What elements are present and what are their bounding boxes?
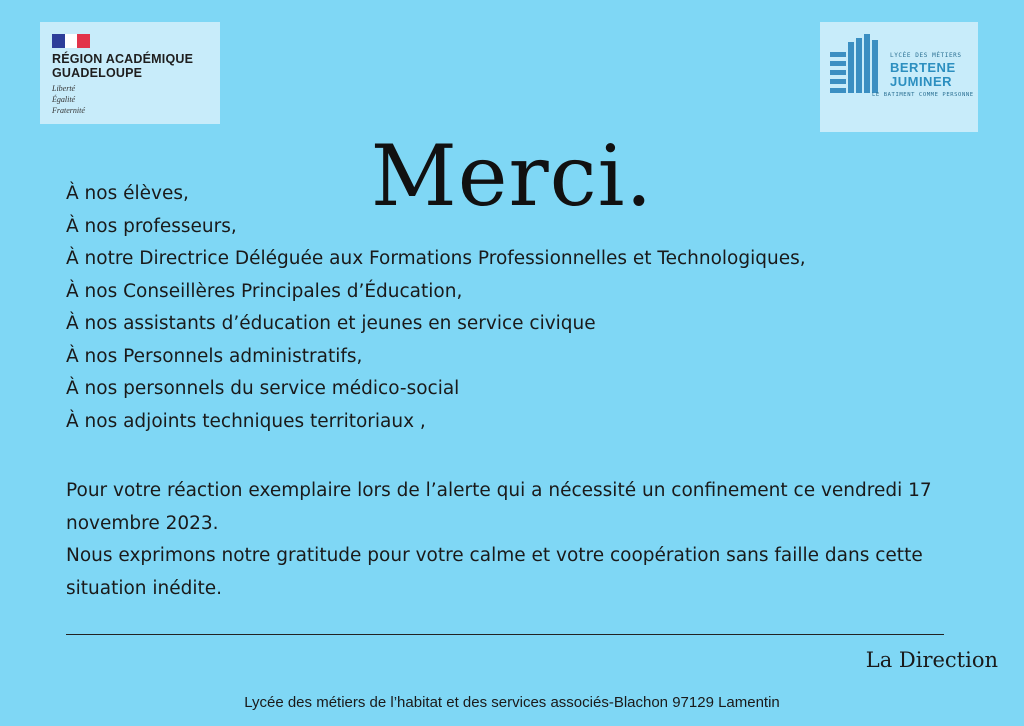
motto-egalite: Égalité <box>52 95 76 104</box>
region-academique-logo <box>40 22 220 124</box>
message-paragraph-reaction: Pour votre réaction exemplaire lors de l’alerte qui a nécessité un confinement ce vendredi 17 novembre 2023. <box>66 480 932 534</box>
region-name-line2: GUADELOUPE <box>52 66 143 80</box>
motto-fraternite: Fraternité <box>52 106 85 115</box>
lycee-logo <box>820 22 978 132</box>
region-name-line1: RÉGION ACADÉMIQUE <box>52 52 194 66</box>
message-paragraph-gratitude: Nous exprimons notre gratitude pour votre calme et votre coopération sans faille dans cette situation inédite. <box>66 545 923 599</box>
lycee-top-text: LYCÉE DES MÉTIERS <box>890 52 962 59</box>
dedication-line: À nos personnels du service médico-social <box>66 378 460 399</box>
dedication-line: À nos élèves, <box>66 183 189 204</box>
building-logo-icon <box>828 34 888 96</box>
motto-liberte: Liberté <box>52 84 76 93</box>
dedication-line: À nos Personnels administratifs, <box>66 345 363 367</box>
lycee-name-line1: BERTENE <box>890 60 956 75</box>
footer-address: Lycée des métiers de l’habitat et des services associés-Blachon 97129 Lamentin <box>244 694 780 711</box>
dedication-line: À nos assistants d’éducation et jeunes en service civique <box>66 313 596 334</box>
message-body <box>66 475 966 605</box>
dedication-line: À notre Directrice Déléguée aux Formations Professionnelles et Technologiques, <box>66 248 806 269</box>
dedication-list <box>66 178 966 438</box>
lycee-tagline: LE BATIMENT COMME PERSONNE <box>872 92 974 98</box>
dedication-line: À nos professeurs, <box>66 215 237 237</box>
french-flag-icon <box>52 34 90 48</box>
divider-line <box>66 634 944 635</box>
dedication-line: À nos Conseillères Principales d’Éducation, <box>66 280 463 302</box>
dedication-line: À nos adjoints techniques territoriaux , <box>66 410 426 432</box>
signature: La Direction <box>865 648 998 672</box>
page-title: Merci. <box>370 127 654 226</box>
lycee-name-line2: JUMINER <box>890 74 953 89</box>
